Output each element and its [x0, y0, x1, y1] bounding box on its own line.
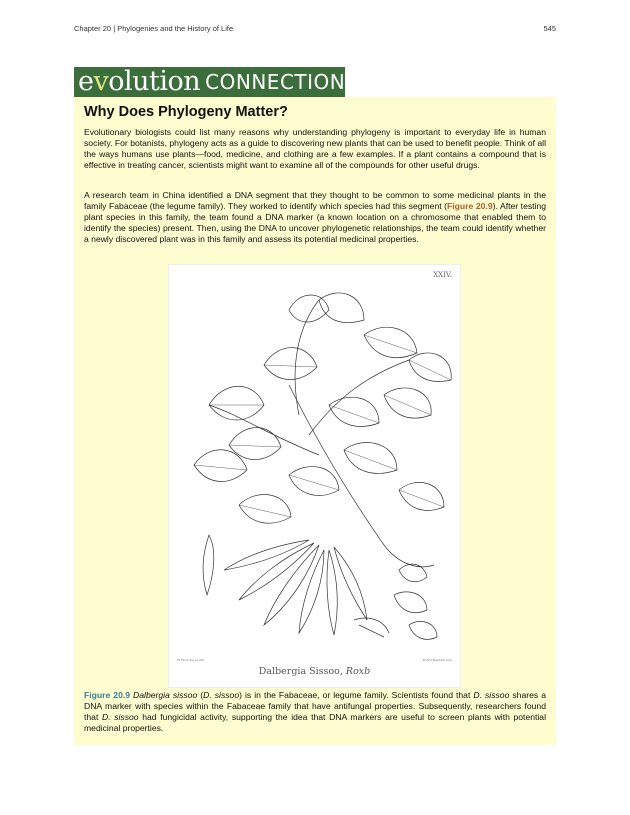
feature-paragraph-1: Evolutionary biologists could list many reasons why understanding phylogeny is important to everyday life in human society. For botanists, phylogeny acts as a guide to discovering new plants that can be used to benefit people. Think of all the ways humans use plants—food, medicine, and clothing are a few examples. If a plant contains a compound that is effective in treating cancer, scientists might want to examine all of the compounds for other useful drugs. — [84, 127, 546, 170]
feature-box — [74, 97, 556, 745]
branch-stem — [384, 545, 434, 567]
leaf — [209, 386, 264, 420]
plate-credit-artist: W.Fitch del et lith. — [177, 658, 205, 662]
feature-paragraph-2 — [84, 190, 546, 245]
plate-credit-printer: M.&N.Hanhart imp — [422, 658, 452, 662]
plate-genus: Dalbergia Sissoo, — [258, 666, 343, 677]
feature-title: Why Does Phylogeny Matter? — [84, 104, 288, 120]
seed-pod — [334, 547, 367, 620]
running-header — [74, 24, 556, 33]
banner-sprout-v: v — [93, 66, 109, 97]
seed-pod — [264, 545, 319, 625]
figure-caption — [84, 690, 546, 734]
caption-label: Figure 20.9 — [84, 690, 131, 700]
leaf — [384, 388, 431, 418]
main-stem — [289, 385, 384, 545]
leaf — [264, 348, 317, 380]
caption-abbrev-2: D. sissoo — [473, 690, 510, 700]
leaf — [329, 397, 379, 426]
caption-paren: ( — [197, 690, 204, 700]
seed-pod — [327, 550, 337, 635]
flower-detail — [409, 621, 437, 639]
caption-text-2: shares a DNA marker with species within the Fabaceae family that have antifungal properties. Subsequently, researchers found that — [84, 690, 546, 722]
caption-text-3: had fungicidal activity, supporting the idea that DNA markers are useful to screen plants with potential medicinal properties. — [84, 711, 546, 733]
banner-evolution-lead: e — [78, 66, 94, 97]
paragraph-2-text-b: ). After testing plant species in this family, the team found a DNA marker (a known location on a chromosome that enabled them to identify the species) present. Then, using the DNA to uncover phylogenetic relationships, the team could identify whether a newly discovered plant was in this family and assess its potential medicinal properties. — [84, 200, 546, 244]
banner-evolution-tail: olution — [108, 66, 201, 97]
leaf — [239, 495, 291, 524]
seed-pod — [224, 540, 309, 570]
stamen-detail — [354, 618, 389, 637]
leaf — [289, 295, 329, 322]
branch-left — [209, 405, 319, 455]
caption-abbrev-3: D. sissoo — [101, 711, 139, 722]
banner-evolution-word — [74, 67, 200, 97]
caption-text-1: ) is in the Fabaceae, or legume family. Scientists found that — [239, 690, 474, 700]
banner-connection-word: CONNECTION — [205, 70, 346, 94]
dalbergia-illustration — [168, 264, 461, 688]
plate-author: Roxb — [345, 666, 371, 677]
page-number: 545 — [543, 24, 556, 33]
paragraph-2-text-a: A research team in China identified a DNA segment that they thought to be common to some medicinal plants in the family Fabaceae (the legume family). They worked to identify which species had this segment ( — [84, 190, 546, 211]
leaf — [399, 482, 444, 510]
caption-species: Dalbergia sissoo — [133, 690, 198, 700]
chapter-title: Chapter 20 | Phylogenies and the History of Life — [74, 24, 234, 33]
leaf — [364, 327, 417, 357]
leaf — [319, 293, 364, 323]
leaf — [344, 443, 397, 474]
plate-number: XXIV. — [433, 271, 452, 279]
seed-pod — [239, 543, 314, 600]
flower-detail — [394, 592, 427, 613]
branch-top — [295, 300, 319, 415]
caption-abbrev: D. sissoo — [203, 690, 240, 700]
plate-label — [169, 666, 460, 677]
pod-detail — [203, 535, 214, 595]
figure-reference-link[interactable]: Figure 20.9 — [447, 200, 493, 211]
evolution-connection-banner — [74, 67, 345, 97]
branch-right — [309, 360, 409, 435]
leaf — [289, 467, 339, 496]
botanical-drawing — [169, 265, 460, 655]
